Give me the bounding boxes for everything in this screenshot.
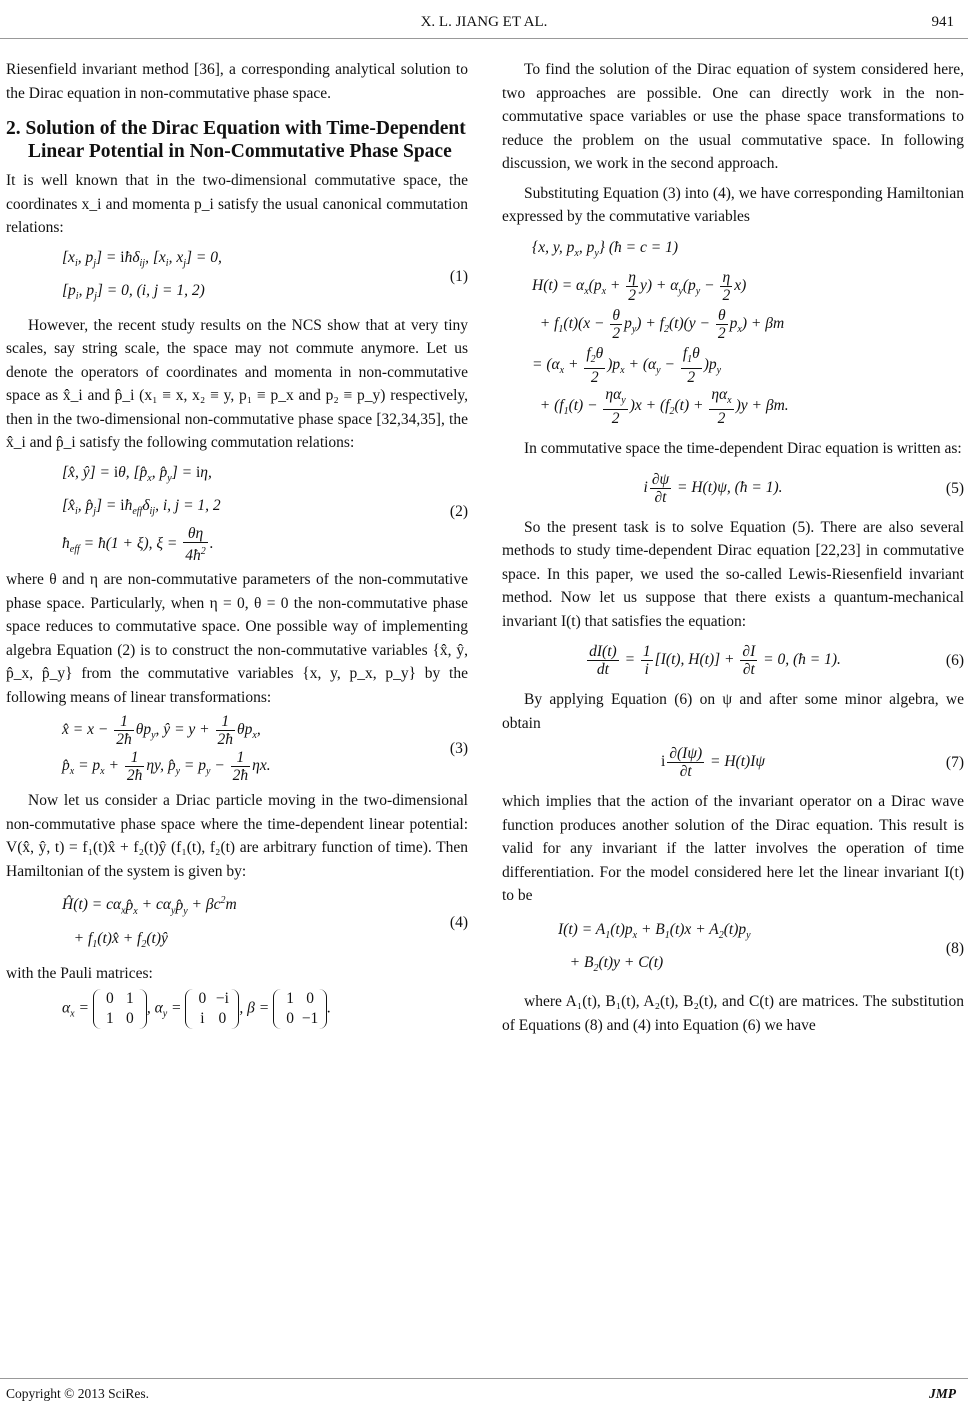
- page-number: 941: [931, 14, 954, 30]
- equation-number: (3): [449, 740, 468, 758]
- equation-number: (6): [945, 652, 964, 670]
- paragraph: So the present task is to solve Equation (5). There are also several methods to study time-dependent Dirac equation [22,23] in commutative space. In this paper, we used the so-called Lewis-Riesenfield invariant method. Now let us suppose that there exists a quantum-mechanical invariant I(t) that satisfies the equation:: [502, 518, 964, 630]
- equation-pauli: $\alpha_x$ = 0 1 1 0 , $\alpha_y$ = 0 −i i 0 , β = 1 0 0 −1 .: [62, 990, 331, 1028]
- footer-rule: [0, 1378, 968, 1379]
- paragraph: To find the solution of the Dirac equation of system considered here, two approaches are possible. One can directly work in the non-commutative space variables or use the phase space transformations to reduce the problem on the usual commutative space. In following discussion, we work in the second approach.: [502, 61, 964, 172]
- equation-5: i $\frac{\partial\psi}{\partial t}$ = H(t)ψ, (ħ = 1). (5): [643, 470, 964, 506]
- equation-7: i $\frac{\partial(I\psi)}{\partial t}$ = H(t)Iψ (7): [661, 745, 964, 781]
- equation-number: (4): [449, 913, 468, 931]
- paragraph: which implies that the action of the invariant operator on a Dirac wave function produces another solution of the Dirac equation. This result is valid for any invariant if the latter involves the operation of time differentiation. For the model considered here let the linear invariant I(t) to be: [502, 793, 964, 905]
- equation-6: $\frac{dI(t)}{dt}$ = $\frac{1}{i}$ [I(t), H(t)] + $\frac{\partial I}{\partial t}$ = 0, (ħ = 1). (6): [589, 643, 964, 679]
- equation-number: (2): [449, 502, 468, 520]
- equation-2: [x̂, ŷ] = iθ, [$p̂_x$, $p̂_y] = i\eta$, [$x̂_i$, $p̂_j$] = $iħ_{eff}\delta_{ij}$, i, j = 1, 2 $ħ_{eff}$ = ħ(1 + ξ), ξ = $\frac{\theta\eta}{4ħ^2}$ . (2): [62, 463, 468, 565]
- paragraph: In commutative space the time-dependent Dirac equation is written as:: [524, 440, 962, 458]
- equation-number: (1): [449, 267, 468, 285]
- copyright: Copyright © 2013 SciRes.: [6, 1386, 150, 1401]
- equation-4: Ĥ(t) = $c\alpha_xp̂_x$ + $c\alpha_yp̂_y + \beta c^2m$ + $f_1(t)x̂$ + $f_2(t)ŷ$ (4): [62, 895, 468, 950]
- equation-number: (5): [945, 479, 964, 497]
- intro-paragraph: Riesenfield invariant method [36], a corresponding analytical solution to the Dirac equation in non-commutative phase space.: [6, 61, 468, 102]
- paragraph: where A₁(t), B₁(t), A₂(t), B₂(t), and C(t) are matrices. The substitution of Equations (8) and (4) into Equation (6) we have: [502, 993, 964, 1034]
- equation-3: x̂ = x − $\frac{1}{2ħ}$ $\theta p_y$, ŷ = y + $\frac{1}{2ħ}$ $\theta p_x$, $p̂_x = p_x$ + $\frac{1}{2ħ}$ ηy, $p̂_y = p_y$ − $\frac{1}{2ħ}$ ηx. (3): [62, 713, 468, 785]
- section-title: 2. Solution of the Dirac Equation with Time-Dependent Linear Potential in Non-Commutative Phase Space: [6, 118, 466, 162]
- journal-name: JMP: [929, 1386, 956, 1401]
- equation-hamiltonian-commutative: {x, y, $p_x$, $p_y$} (ħ = c = 1) $H(t) = \alpha_x(p_x$ + $\frac{\eta}{2}$ $y) + \alpha_y(p_y$ − $\frac{\eta}{2}$ x) + $f_1(t)(x$ − $\frac{\theta}{2}$ $p_y) + f_2(t)(y$ − $\frac{\theta}{2}$ $p_x) + \beta m$ = ($\alpha_x$ + $\frac{f_2\theta}{2}$ )$p_x + (\alpha_y$ − $\frac{f_1\theta}{2}$ )$p_y$ + ($f_1(t)$ − $\frac{\eta\alpha_y}{2}$ )$x + (f_2(t)$ + $\frac{\eta\alpha_x}{2}$ )y + βm.: [532, 238, 789, 428]
- equation-number: (8): [945, 940, 964, 958]
- paragraph: Now let us consider a Driac particle moving in the two-dimensional non-commutative phase space where the time-dependent linear potential: V(x̂, ŷ, t) = f₁(t)x̂ + f₂(t)ŷ (f₁(t), f₂(t) are arbitrary function of time). Then Hamiltonian of the system is given by:: [6, 792, 468, 880]
- paragraph: However, the recent study results on the NCS show that at very tiny scales, say string scale, the space may not commute anymore. Let us denote the operators of coordinates and momenta in non-commutative space as x̂_i and p̂_i (x₁ ≡ x, x₂ ≡ y, p₁ ≡ p_x and p₂ ≡ p_y) respectively, then in the two-dimensional non-commutative phase space [32,34,35], the x̂_i and p̂_i satisfy the following commutation relations:: [6, 316, 468, 452]
- equation-number: (7): [945, 754, 964, 772]
- paragraph: By applying Equation (6) on ψ and after some minor algebra, we obtain: [502, 691, 964, 732]
- equation-1: [$x_i$, $p_j$] = iħδ$_{ij}$, [$x_i$, $x_j] = 0$, [$p_i$, $p_j] = 0$, (i, j = 1, 2) (1): [62, 248, 468, 302]
- left-column: [6, 58, 468, 1033]
- paragraph: It is well known that in the two-dimensional commutative space, the coordinates x_i and momenta p_i satisfy the usual canonical commutation relations:: [6, 172, 468, 236]
- running-title: X. L. JIANG ET AL.: [420, 14, 548, 30]
- paragraph: Substituting Equation (3) into (4), we have corresponding Hamiltonian expressed by the commutative variables: [502, 184, 964, 225]
- header-rule: [0, 38, 968, 39]
- paragraph: where θ and η are non-commutative parameters of the non-commutative phase space. Particularly, when η = 0, θ = 0 the non-commutative phase space reduces to commutative space. One possible way of implementing algebra Equation (2) is to construct the non-commutative variables {x̂, ŷ, p̂_x, p̂_y} from the commutative variables {x, y, p_x, p_y} by the following means of linear transformations:: [6, 571, 468, 706]
- paragraph: with the Pauli matrices:: [6, 964, 153, 982]
- equation-8: $I(t) = A_1(t)p_x + B_1(t)x + A_2(t)p_y$ + $B_2(t)y + C(t)$ (8): [558, 920, 964, 974]
- right-column: [502, 58, 964, 1037]
